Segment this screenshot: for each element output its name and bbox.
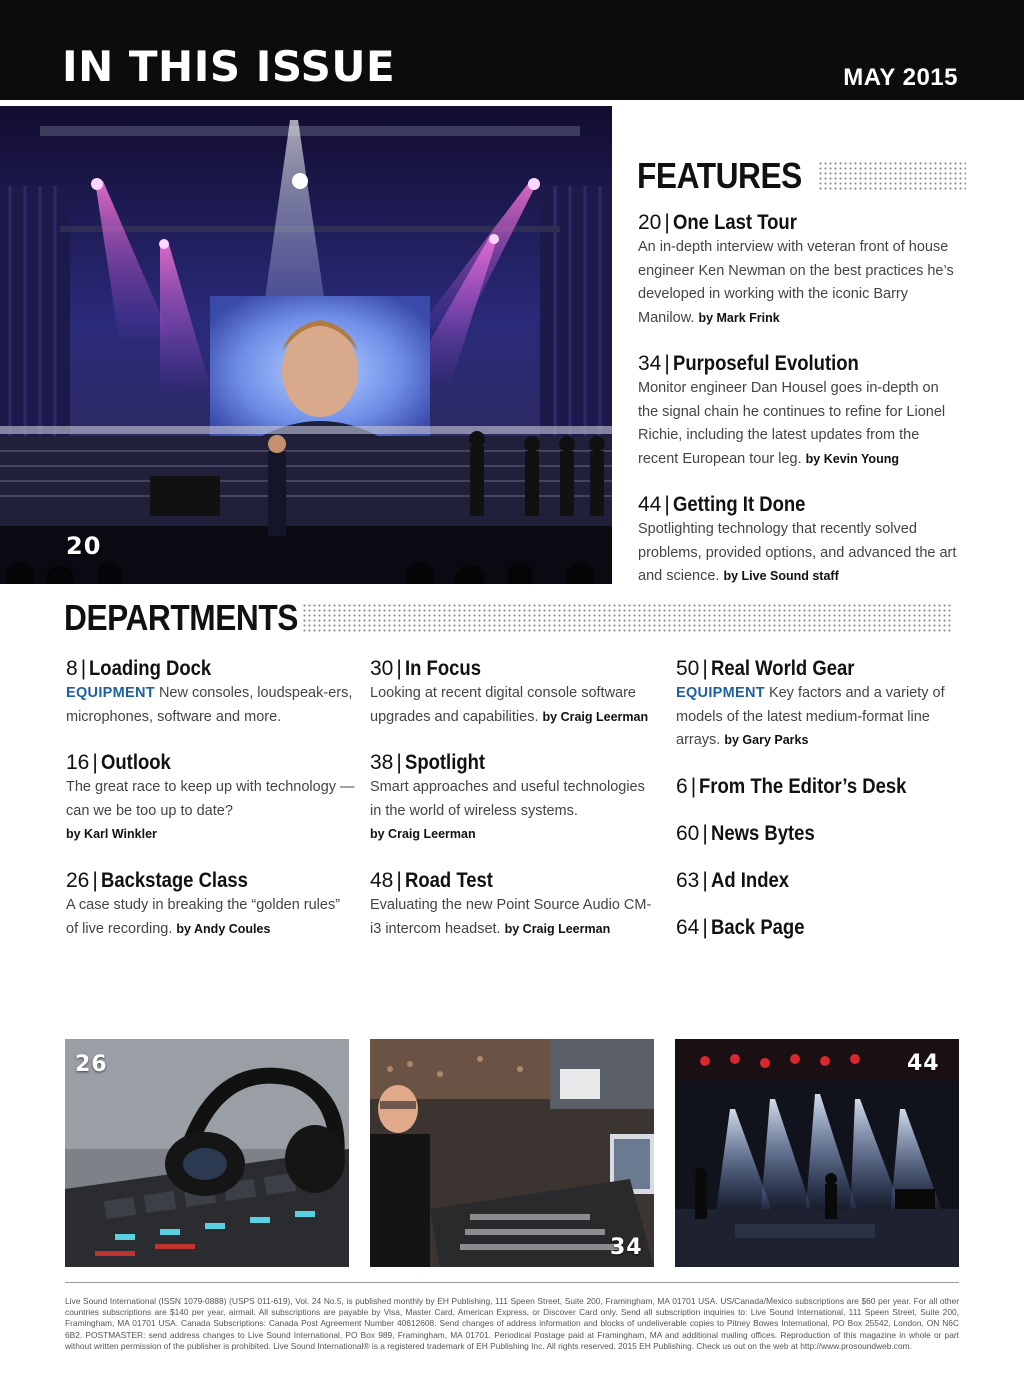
departments-heading (64, 597, 952, 638)
department-byline: by Craig Leerman (504, 921, 611, 936)
feature-byline: by Live Sound staff (723, 569, 839, 583)
page-number: 30 (370, 657, 394, 680)
department-item[interactable] (66, 750, 356, 847)
department-item[interactable] (676, 774, 960, 800)
page-number: 63 (676, 869, 700, 892)
department-title: Loading Dock (89, 657, 212, 680)
departments-heading-label: DEPARTMENTS (64, 597, 298, 638)
category-label: EQUIPMENT (676, 685, 765, 701)
page-number: 44 (638, 493, 662, 516)
feature-description: An in-depth interview with veteran front of house engineer Ken Newman on the best practices he’s developed in working with the iconic Barry Manilow. (638, 239, 954, 326)
page-number: 60 (676, 822, 700, 845)
separator: | (92, 869, 98, 892)
dotted-rule (818, 161, 966, 191)
department-item[interactable] (370, 656, 660, 729)
page-header (0, 0, 1024, 100)
separator: | (396, 751, 402, 774)
thumbnail-page-number: 44 (907, 1051, 940, 1076)
thumbnail-page-number: 34 (610, 1235, 643, 1260)
department-title: Back Page (710, 916, 805, 939)
department-item[interactable] (66, 868, 356, 941)
footer-publication-info: Live Sound International (ISSN 1079-0888) (USPS 011-619), Vol. 24 No.5, is published monthly by EH Publishing, 111 Speen Street, Suite 200, Framingham, MA 01701 USA. US/Canada/Mexico subscriptions are $60 per year. For all other countries subscriptions are $140 per year, airmail. All subscriptions are payable by Visa, Master Card, American Express, or Discover Card only. Send all subscription inquiries to: Live Sound International, 111 Speen Street, Suite 200, Framingham, MA 01701 USA. Canada Subscriptions: Canada Post Agreement Number 40612608. Send changes of address information and blocks of undeliverable copies to Pitney Bowes International, PO Box 25542, London, ON N6C 6B2. POSTMASTER: send address changes to Live Sound International, PO Box 989, Framingham, MA 01701. Periodical Postage paid at Framingham, MA and additional mailing offices. Reproduction of this magazine in whole or part without written permission of the publisher is prohibited. Live Sound International® is a registered trademark of EH Publishing Inc. All rights reserved. 2015 EH Publishing. Check us out on the web at http://www.prosoundweb.com. (65, 1296, 959, 1351)
page-number: 34 (638, 352, 662, 375)
separator: | (396, 657, 402, 680)
page-number: 64 (676, 916, 700, 939)
department-byline: by Gary Parks (724, 733, 809, 747)
page-number: 20 (638, 211, 662, 234)
department-item[interactable] (676, 656, 960, 753)
category-label: EQUIPMENT (66, 685, 155, 701)
page-number: 48 (370, 869, 394, 892)
department-description: A case study in breaking the “golden rules” of live recording. (66, 897, 341, 937)
separator: | (396, 869, 402, 892)
separator: | (702, 657, 708, 680)
department-item[interactable] (370, 750, 660, 847)
feature-title: Getting It Done (672, 493, 806, 516)
department-description: Smart approaches and useful technologies in the world of wireless systems. (370, 779, 645, 819)
page-number: 6 (676, 775, 688, 798)
department-title: Real World Gear (710, 657, 855, 680)
department-description: The great race to keep up with technology — can we be too up to date? (66, 779, 355, 819)
page-number: 38 (370, 751, 394, 774)
department-item[interactable] (676, 915, 960, 941)
feature-description: Spotlighting technology that recently solved problems, provided options, and advanced the art and science. (638, 521, 957, 584)
separator: | (702, 869, 708, 892)
separator: | (664, 211, 670, 234)
separator: | (80, 657, 87, 680)
page-number: 16 (66, 751, 90, 774)
department-description: Key factors and a variety of models of the latest medium-format line arrays. (676, 685, 945, 748)
separator: | (664, 493, 670, 516)
separator: | (690, 775, 697, 798)
hero-page-number: 20 (66, 532, 102, 560)
separator: | (92, 751, 98, 774)
department-title: News Bytes (710, 822, 815, 845)
department-byline: by Karl Winkler (66, 827, 157, 841)
issue-date: MAY 2015 (843, 64, 958, 91)
thumbnail-page-number: 26 (75, 1052, 108, 1077)
department-title: Road Test (404, 869, 493, 892)
department-title: Outlook (100, 751, 171, 774)
department-item[interactable] (370, 868, 660, 941)
features-heading (637, 155, 966, 196)
department-title: Spotlight (404, 751, 485, 774)
department-item[interactable] (676, 868, 960, 894)
page-number: 26 (66, 869, 90, 892)
features-heading-label: FEATURES (637, 155, 802, 196)
department-byline: by Andy Coules (176, 921, 271, 936)
thumbnail-engineer[interactable] (370, 1039, 654, 1267)
department-title: Backstage Class (100, 869, 248, 892)
feature-item[interactable] (638, 351, 958, 471)
department-byline: by Craig Leerman (370, 827, 476, 841)
department-item[interactable] (66, 656, 356, 729)
department-byline: by Craig Leerman (542, 709, 649, 724)
department-title: Ad Index (710, 869, 789, 892)
feature-title: One Last Tour (672, 211, 797, 234)
department-description: Evaluating the new Point Source Audio CM-i3 intercom headset. (370, 897, 652, 937)
department-title: From The Editor’s Desk (699, 775, 907, 798)
concert-stage-image (0, 106, 612, 584)
thumbnail-headphones[interactable] (65, 1039, 349, 1267)
hero-concert-photo[interactable] (0, 106, 612, 584)
feature-byline: by Kevin Young (805, 451, 899, 466)
department-description: Looking at recent digital console software upgrades and capabilities. (370, 685, 636, 725)
feature-item[interactable] (638, 492, 958, 589)
feature-description: Monitor engineer Dan Housel goes in-depth on the signal chain he continues to refine for Lionel Richie, including the latest updates from the recent European tour leg. (638, 380, 946, 467)
page-number: 50 (676, 657, 700, 680)
feature-item[interactable] (638, 210, 958, 330)
separator: | (702, 916, 708, 939)
department-description: New consoles, loudspeak-ers, microphones, software and more. (66, 685, 353, 725)
engineer-console-photo-icon (370, 1039, 654, 1267)
separator: | (702, 822, 708, 845)
feature-byline: by Mark Frink (698, 310, 780, 325)
feature-title: Purposeful Evolution (672, 352, 859, 375)
separator: | (664, 352, 670, 375)
thumbnail-stage-lights[interactable] (675, 1039, 959, 1267)
department-item[interactable] (676, 821, 960, 847)
page-number: 8 (66, 657, 78, 680)
footer-divider (65, 1282, 959, 1283)
dotted-rule (302, 603, 952, 633)
page-title: IN THIS ISSUE (62, 42, 396, 91)
department-title: In Focus (404, 657, 481, 680)
